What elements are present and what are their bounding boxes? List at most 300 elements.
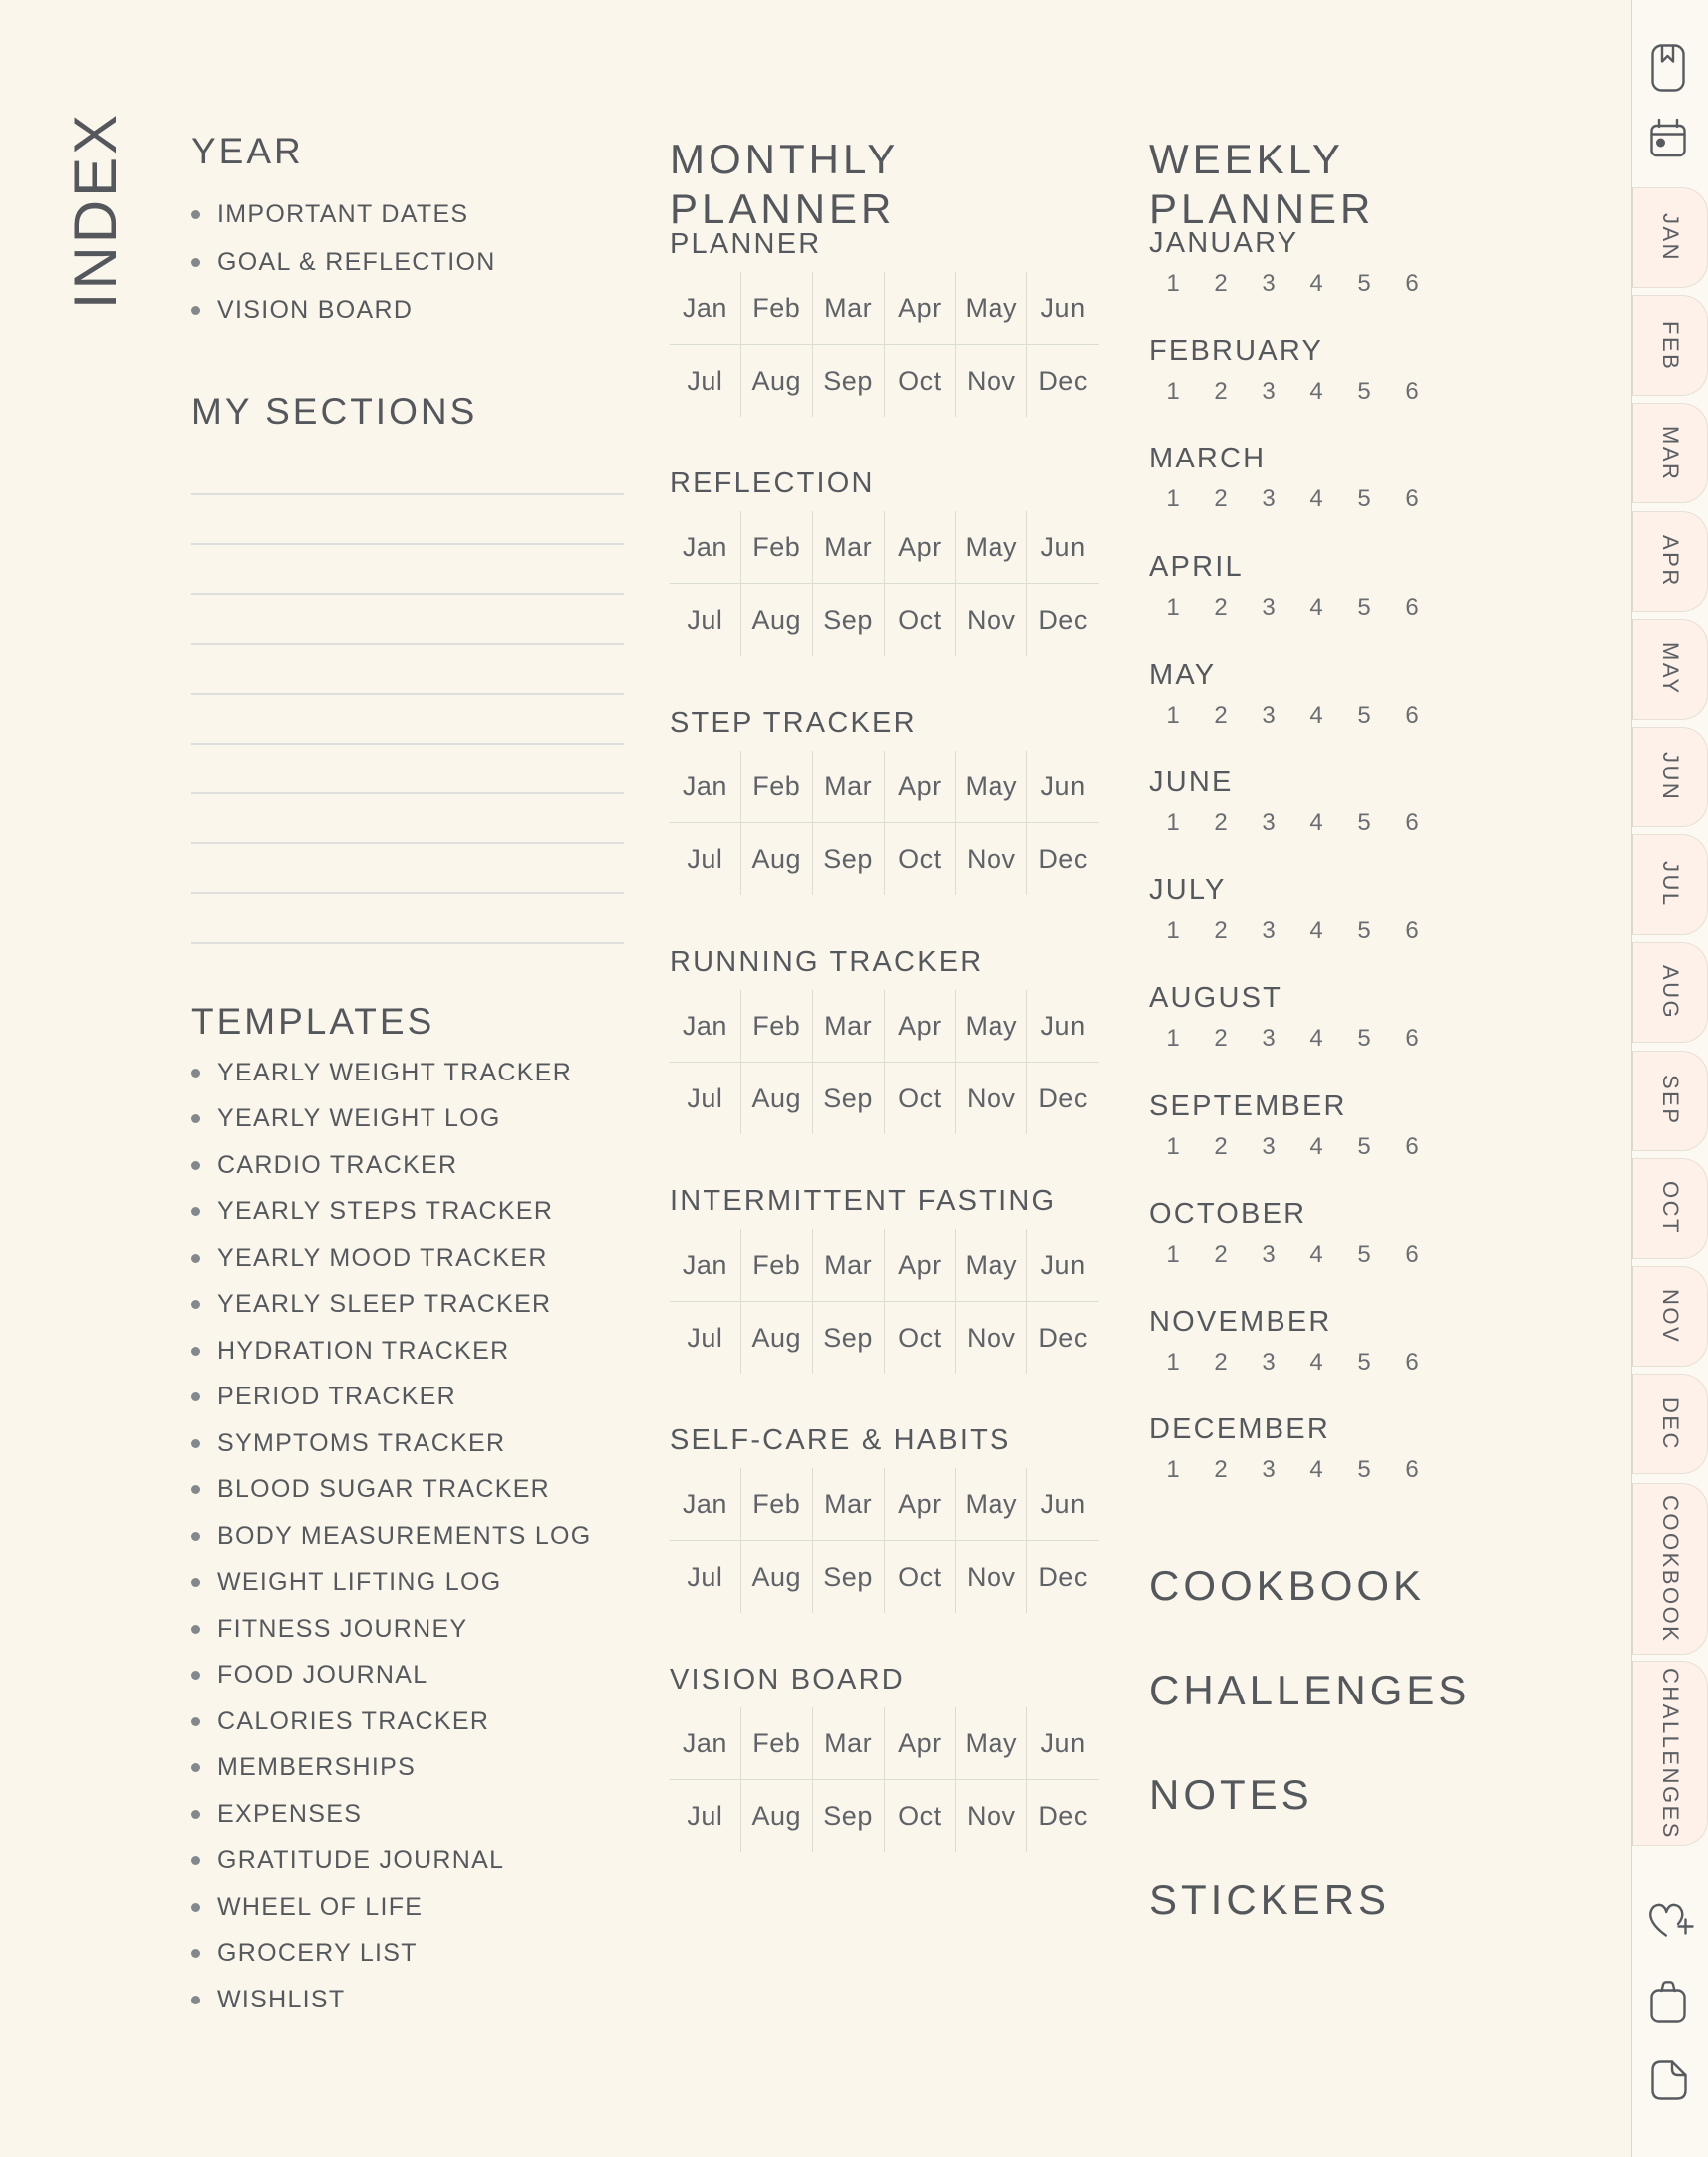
- month-cell-jul[interactable]: Jul: [670, 1063, 741, 1134]
- tab-rail: [1631, 0, 1708, 2157]
- week-number-row: [1149, 485, 1478, 513]
- week-2-link[interactable]: 2: [1214, 1348, 1228, 1376]
- week-5-link[interactable]: 5: [1357, 1456, 1371, 1484]
- weekly-month-title[interactable]: FEBRUARY: [1149, 335, 1323, 368]
- month-cell-apr[interactable]: Apr: [885, 990, 957, 1063]
- month-cell-mar[interactable]: Mar: [813, 511, 885, 584]
- month-cell-nov[interactable]: Nov: [956, 345, 1027, 417]
- weekly-month-title[interactable]: MARCH: [1149, 443, 1267, 475]
- templates-link-list: [191, 1050, 630, 2023]
- index-link-item[interactable]: [191, 1745, 630, 1792]
- week-6-link[interactable]: 6: [1405, 593, 1419, 621]
- week-2-link[interactable]: 2: [1214, 1132, 1228, 1160]
- monthly-section: [670, 1186, 1099, 1425]
- bullet-dot-icon: [191, 1810, 200, 1819]
- month-cell-jan[interactable]: Jan: [670, 990, 741, 1063]
- month-cell-jun[interactable]: Jun: [1027, 511, 1099, 584]
- blank-writing-line: [191, 794, 624, 844]
- month-cell-oct[interactable]: Oct: [885, 1780, 957, 1852]
- month-tab-label: NOV: [1658, 1288, 1683, 1344]
- my-sections-heading: MY SECTIONS: [191, 391, 478, 432]
- monthly-section-title[interactable]: RUNNING TRACKER: [670, 946, 984, 978]
- month-cell-apr[interactable]: Apr: [885, 1229, 957, 1302]
- week-number-row: [1149, 1025, 1478, 1053]
- week-2-link[interactable]: 2: [1214, 593, 1228, 621]
- weekly-month-title[interactable]: SEPTEMBER: [1149, 1089, 1347, 1122]
- week-3-link[interactable]: 3: [1262, 1348, 1276, 1376]
- bottom-section-block: [1149, 1561, 1478, 1666]
- month-cell-sep[interactable]: Sep: [813, 1302, 885, 1374]
- challenges-tab[interactable]: [1632, 1661, 1708, 1846]
- month-tab-label: JUL: [1658, 861, 1683, 908]
- weekly-month-block: [1149, 660, 1478, 768]
- month-cell-mar[interactable]: Mar: [813, 1707, 885, 1780]
- index-link-item[interactable]: [191, 1142, 630, 1189]
- month-cell-jun[interactable]: Jun: [1027, 1229, 1099, 1302]
- month-tab-label: FEB: [1658, 320, 1683, 371]
- week-1-link[interactable]: 1: [1166, 270, 1180, 297]
- index-link-label: IMPORTANT DATES: [217, 199, 469, 228]
- week-4-link[interactable]: 4: [1309, 917, 1323, 945]
- month-cell-oct[interactable]: Oct: [885, 1302, 957, 1374]
- index-link-item[interactable]: [191, 1282, 630, 1329]
- month-tab[interactable]: [1632, 187, 1708, 288]
- month-cell-dec[interactable]: Dec: [1038, 1561, 1088, 1592]
- index-link-item[interactable]: [191, 1513, 630, 1560]
- month-cell-jun[interactable]: Jun: [1027, 990, 1099, 1063]
- week-5-link[interactable]: 5: [1357, 808, 1371, 836]
- index-link-item[interactable]: [191, 1653, 630, 1699]
- week-6-link[interactable]: 6: [1405, 270, 1419, 297]
- month-cell-jun[interactable]: Jun: [1027, 1707, 1099, 1780]
- month-cell-jul[interactable]: Jul: [670, 1780, 741, 1852]
- month-cell-may[interactable]: May: [956, 1707, 1027, 1780]
- month-cell-may[interactable]: May: [956, 511, 1027, 584]
- month-cell-nov[interactable]: Nov: [956, 823, 1027, 895]
- week-3-link[interactable]: 3: [1262, 1025, 1276, 1053]
- week-1-link[interactable]: 1: [1166, 701, 1180, 729]
- month-cell-aug[interactable]: Aug: [741, 1063, 813, 1134]
- weekly-planner-column: [1149, 135, 1478, 1980]
- bullet-dot-icon: [191, 1392, 200, 1401]
- month-cell-apr[interactable]: Apr: [885, 1707, 957, 1780]
- bottom-section-link[interactable]: CHALLENGES: [1149, 1667, 1471, 1714]
- bottom-section-block: [1149, 1770, 1478, 1875]
- month-cell-jan[interactable]: Jan: [670, 511, 741, 584]
- month-cell-dec[interactable]: Dec: [1038, 1800, 1088, 1831]
- month-cell-oct[interactable]: Oct: [885, 823, 957, 895]
- week-6-link[interactable]: 6: [1405, 485, 1419, 513]
- month-cell-oct[interactable]: Oct: [885, 584, 957, 656]
- month-cell-sep[interactable]: Sep: [813, 1063, 885, 1134]
- week-3-link[interactable]: 3: [1262, 593, 1276, 621]
- month-cell-dec[interactable]: Dec: [1038, 1322, 1088, 1353]
- month-cell-may[interactable]: May: [956, 272, 1027, 345]
- bullet-dot-icon: [191, 1114, 200, 1123]
- month-cell-jul[interactable]: Jul: [670, 584, 741, 656]
- month-cell-jul[interactable]: Jul: [670, 1541, 741, 1613]
- month-cell-feb[interactable]: Feb: [741, 511, 813, 584]
- month-cell-jan[interactable]: Jan: [670, 1707, 741, 1780]
- month-tab-label: MAR: [1658, 425, 1683, 482]
- week-5-link[interactable]: 5: [1357, 593, 1371, 621]
- index-link-label: YEARLY WEIGHT TRACKER: [217, 1058, 573, 1086]
- week-3-link[interactable]: 3: [1262, 485, 1276, 513]
- week-4-link[interactable]: 4: [1309, 1132, 1323, 1160]
- week-1-link[interactable]: 1: [1166, 378, 1180, 406]
- month-cell-jan[interactable]: Jan: [670, 751, 741, 823]
- month-cell-jan[interactable]: Jan: [670, 1229, 741, 1302]
- month-cell-aug[interactable]: Aug: [741, 1302, 813, 1374]
- index-link-item[interactable]: [191, 1096, 630, 1143]
- index-link-item[interactable]: [191, 1977, 630, 2023]
- month-cell-jun[interactable]: Jun: [1027, 1468, 1099, 1541]
- week-3-link[interactable]: 3: [1262, 1240, 1276, 1268]
- index-link-label: GOAL & REFLECTION: [217, 247, 496, 276]
- month-cell-dec[interactable]: Dec: [1038, 365, 1088, 396]
- weekly-month-title[interactable]: AUGUST: [1149, 982, 1283, 1015]
- weekly-month-title[interactable]: OCTOBER: [1149, 1197, 1307, 1230]
- month-cell-nov[interactable]: Nov: [956, 1541, 1027, 1613]
- week-1-link[interactable]: 1: [1166, 1132, 1180, 1160]
- week-6-link[interactable]: 6: [1405, 808, 1419, 836]
- weekly-month-title[interactable]: DECEMBER: [1149, 1413, 1330, 1446]
- bullet-dot-icon: [191, 1207, 200, 1216]
- week-2-link[interactable]: 2: [1214, 270, 1228, 297]
- index-link-label: PERIOD TRACKER: [217, 1383, 457, 1411]
- month-cell-feb[interactable]: Feb: [741, 990, 813, 1063]
- blank-writing-line: [191, 595, 624, 645]
- month-cell-nov[interactable]: Nov: [956, 1780, 1027, 1852]
- bullet-dot-icon: [191, 1578, 200, 1587]
- week-6-link[interactable]: 6: [1405, 1240, 1419, 1268]
- weekly-month-title[interactable]: JANUARY: [1149, 227, 1299, 259]
- bullet-dot-icon: [191, 1671, 200, 1680]
- week-4-link[interactable]: 4: [1309, 808, 1323, 836]
- monthly-section: [670, 1425, 1099, 1665]
- left-column: [191, 132, 630, 2023]
- calendar-event-icon[interactable]: [1650, 119, 1686, 157]
- weekly-month-block: [1149, 1307, 1478, 1414]
- week-1-link[interactable]: 1: [1166, 1348, 1180, 1376]
- week-6-link[interactable]: 6: [1405, 701, 1419, 729]
- week-5-link[interactable]: 5: [1357, 270, 1371, 297]
- month-cell-aug[interactable]: Aug: [741, 1541, 813, 1613]
- month-tab[interactable]: [1632, 1051, 1708, 1151]
- new-page-icon[interactable]: [1651, 2060, 1687, 2100]
- month-cell-oct[interactable]: Oct: [885, 1063, 957, 1134]
- month-cell-may[interactable]: May: [956, 1468, 1027, 1541]
- bottom-section-link[interactable]: STICKERS: [1149, 1876, 1391, 1924]
- month-cell-mar[interactable]: Mar: [813, 272, 885, 345]
- index-link-label: YEARLY STEPS TRACKER: [217, 1197, 554, 1226]
- weekly-month-title[interactable]: NOVEMBER: [1149, 1305, 1332, 1338]
- week-1-link[interactable]: 1: [1166, 485, 1180, 513]
- month-cell-nov[interactable]: Nov: [956, 1302, 1027, 1374]
- week-1-link[interactable]: 1: [1166, 593, 1180, 621]
- month-cell-nov[interactable]: Nov: [956, 1063, 1027, 1134]
- week-5-link[interactable]: 5: [1357, 917, 1371, 945]
- monthly-section-title[interactable]: REFLECTION: [670, 467, 875, 499]
- week-1-link[interactable]: 1: [1166, 1456, 1180, 1484]
- index-link-label: BODY MEASUREMENTS LOG: [217, 1521, 592, 1550]
- month-cell-dec[interactable]: Dec: [1038, 1082, 1088, 1113]
- monthly-section: [670, 229, 1099, 468]
- bottom-section-block: [1149, 1875, 1478, 1980]
- index-link-label: CALORIES TRACKER: [217, 1706, 490, 1735]
- week-1-link[interactable]: 1: [1166, 917, 1180, 945]
- month-cell-jul[interactable]: Jul: [670, 1302, 741, 1374]
- blank-writing-line: [191, 446, 624, 495]
- month-tab[interactable]: [1632, 834, 1708, 935]
- monthly-section-title[interactable]: PLANNER: [670, 228, 822, 260]
- month-cell-sep[interactable]: Sep: [813, 823, 885, 895]
- week-2-link[interactable]: 2: [1214, 1025, 1228, 1053]
- month-cell-aug[interactable]: Aug: [741, 823, 813, 895]
- index-link-item[interactable]: [191, 1420, 630, 1467]
- index-link-item[interactable]: [191, 1375, 630, 1421]
- week-4-link[interactable]: 4: [1309, 593, 1323, 621]
- index-link-item[interactable]: [191, 1698, 630, 1745]
- week-4-link[interactable]: 4: [1309, 1240, 1323, 1268]
- index-link-label: BLOOD SUGAR TRACKER: [217, 1475, 551, 1504]
- month-tab-label: OCT: [1658, 1181, 1683, 1236]
- index-link-item[interactable]: [191, 1791, 630, 1838]
- page-title: INDEX: [62, 111, 129, 310]
- weekly-months: [1149, 228, 1478, 1522]
- month-tab[interactable]: [1632, 942, 1708, 1043]
- week-6-link[interactable]: 6: [1405, 1456, 1419, 1484]
- week-3-link[interactable]: 3: [1262, 917, 1276, 945]
- blank-writing-line: [191, 695, 624, 745]
- week-3-link[interactable]: 3: [1262, 1456, 1276, 1484]
- month-cell-feb[interactable]: Feb: [741, 751, 813, 823]
- week-4-link[interactable]: 4: [1309, 1456, 1323, 1484]
- week-6-link[interactable]: 6: [1405, 378, 1419, 406]
- month-cell-aug[interactable]: Aug: [741, 584, 813, 656]
- bullet-dot-icon: [191, 1161, 200, 1170]
- month-tab-label: AUG: [1658, 965, 1683, 1021]
- month-tab[interactable]: [1632, 1374, 1708, 1474]
- week-1-link[interactable]: 1: [1166, 1240, 1180, 1268]
- week-4-link[interactable]: 4: [1309, 270, 1323, 297]
- monthly-section: [670, 947, 1099, 1186]
- week-4-link[interactable]: 4: [1309, 1348, 1323, 1376]
- weekly-month-block: [1149, 1414, 1478, 1522]
- week-1-link[interactable]: 1: [1166, 1025, 1180, 1053]
- weekly-month-title[interactable]: JUNE: [1149, 766, 1234, 798]
- month-cell-jan[interactable]: Jan: [670, 1468, 741, 1541]
- index-link-item[interactable]: [191, 1838, 630, 1885]
- index-link-label: MEMBERSHIPS: [217, 1753, 417, 1782]
- week-2-link[interactable]: 2: [1214, 917, 1228, 945]
- heart-plus-icon[interactable]: [1645, 1899, 1697, 1941]
- month-tab[interactable]: [1632, 1266, 1708, 1367]
- index-link-label: EXPENSES: [217, 1799, 363, 1828]
- weekly-planner-heading: WEEKLY PLANNER: [1149, 136, 1375, 232]
- month-cell-feb[interactable]: Feb: [741, 1229, 813, 1302]
- bullet-dot-icon: [191, 1856, 200, 1865]
- week-4-link[interactable]: 4: [1309, 378, 1323, 406]
- week-4-link[interactable]: 4: [1309, 701, 1323, 729]
- month-cell-dec[interactable]: Dec: [1038, 604, 1088, 635]
- week-5-link[interactable]: 5: [1357, 1025, 1371, 1053]
- month-cell-mar[interactable]: Mar: [813, 1229, 885, 1302]
- monthly-section-title[interactable]: SELF-CARE & HABITS: [670, 1424, 1011, 1456]
- bottom-section-link[interactable]: NOTES: [1149, 1771, 1313, 1819]
- week-6-link[interactable]: 6: [1405, 1132, 1419, 1160]
- index-link-label: WHEEL OF LIFE: [217, 1892, 424, 1921]
- index-link-label: YEARLY SLEEP TRACKER: [217, 1290, 552, 1319]
- weekly-month-block: [1149, 1091, 1478, 1199]
- week-5-link[interactable]: 5: [1357, 1240, 1371, 1268]
- week-2-link[interactable]: 2: [1214, 808, 1228, 836]
- week-5-link[interactable]: 5: [1357, 1132, 1371, 1160]
- index-link-item[interactable]: [191, 286, 630, 334]
- weekly-month-title[interactable]: JULY: [1149, 874, 1227, 907]
- index-link-label: HYDRATION TRACKER: [217, 1336, 510, 1365]
- week-5-link[interactable]: 5: [1357, 701, 1371, 729]
- week-1-link[interactable]: 1: [1166, 808, 1180, 836]
- month-cell-mar[interactable]: Mar: [813, 990, 885, 1063]
- week-6-link[interactable]: 6: [1405, 1025, 1419, 1053]
- week-5-link[interactable]: 5: [1357, 378, 1371, 406]
- month-cell-jul[interactable]: Jul: [670, 823, 741, 895]
- monthly-section: [670, 468, 1099, 708]
- month-grid: [670, 751, 1099, 895]
- index-link-label: CARDIO TRACKER: [217, 1150, 458, 1179]
- week-6-link[interactable]: 6: [1405, 1348, 1419, 1376]
- monthly-sections: [670, 229, 1099, 1904]
- cookbook-tab[interactable]: [1632, 1483, 1708, 1655]
- month-tab-label: SEP: [1658, 1075, 1683, 1126]
- month-cell-feb[interactable]: Feb: [741, 272, 813, 345]
- index-link-item[interactable]: [191, 190, 630, 238]
- month-cell-aug[interactable]: Aug: [741, 1780, 813, 1852]
- month-cell-feb[interactable]: Feb: [741, 1707, 813, 1780]
- weekly-month-title[interactable]: APRIL: [1149, 550, 1244, 583]
- month-cell-sep[interactable]: Sep: [813, 345, 885, 417]
- index-link-item[interactable]: [191, 1189, 630, 1236]
- month-cell-jul[interactable]: Jul: [670, 345, 741, 417]
- month-tab[interactable]: [1632, 511, 1708, 612]
- month-cell-apr[interactable]: Apr: [885, 272, 957, 345]
- month-cell-mar[interactable]: Mar: [813, 751, 885, 823]
- index-link-item[interactable]: [191, 1931, 630, 1978]
- month-cell-oct[interactable]: Oct: [885, 345, 957, 417]
- week-2-link[interactable]: 2: [1214, 1456, 1228, 1484]
- my-sections-lines: [191, 446, 624, 944]
- month-cell-oct[interactable]: Oct: [885, 1541, 957, 1613]
- week-3-link[interactable]: 3: [1262, 701, 1276, 729]
- weekly-month-block: [1149, 444, 1478, 551]
- weekly-month-block: [1149, 875, 1478, 983]
- index-link-item[interactable]: [191, 1467, 630, 1514]
- week-2-link[interactable]: 2: [1214, 378, 1228, 406]
- month-cell-sep[interactable]: Sep: [813, 1780, 885, 1852]
- challenges-tab-label: CHALLENGES: [1658, 1667, 1683, 1840]
- month-cell-apr[interactable]: Apr: [885, 511, 957, 584]
- month-cell-jun[interactable]: Jun: [1027, 751, 1099, 823]
- week-5-link[interactable]: 5: [1357, 485, 1371, 513]
- month-cell-feb[interactable]: Feb: [741, 1468, 813, 1541]
- week-4-link[interactable]: 4: [1309, 485, 1323, 513]
- index-link-item[interactable]: [191, 1884, 630, 1931]
- month-cell-mar[interactable]: Mar: [813, 1468, 885, 1541]
- bullet-dot-icon: [191, 1625, 200, 1634]
- weekly-month-block: [1149, 336, 1478, 444]
- week-3-link[interactable]: 3: [1262, 1132, 1276, 1160]
- month-tab[interactable]: [1632, 727, 1708, 827]
- month-cell-nov[interactable]: Nov: [956, 584, 1027, 656]
- shopping-bag-icon[interactable]: [1650, 1978, 1686, 2023]
- month-cell-may[interactable]: May: [956, 990, 1027, 1063]
- week-2-link[interactable]: 2: [1214, 701, 1228, 729]
- month-cell-apr[interactable]: Apr: [885, 1468, 957, 1541]
- monthly-planner-column: [670, 135, 1099, 1904]
- index-link-item[interactable]: [191, 1606, 630, 1653]
- month-cell-sep[interactable]: Sep: [813, 1541, 885, 1613]
- week-3-link[interactable]: 3: [1262, 808, 1276, 836]
- bottom-section-link[interactable]: COOKBOOK: [1149, 1562, 1426, 1610]
- bullet-dot-icon: [191, 1903, 200, 1912]
- month-cell-aug[interactable]: Aug: [741, 345, 813, 417]
- weekly-month-block: [1149, 1199, 1478, 1307]
- blank-writing-line: [191, 495, 624, 545]
- bullet-dot-icon: [191, 1069, 200, 1078]
- monthly-section-title[interactable]: VISION BOARD: [670, 1664, 905, 1695]
- month-tab-label: JAN: [1658, 212, 1683, 263]
- year-link-list: [191, 190, 630, 334]
- month-cell-dec[interactable]: Dec: [1038, 843, 1088, 874]
- year-heading: YEAR: [191, 131, 304, 171]
- week-2-link[interactable]: 2: [1214, 1240, 1228, 1268]
- month-tab[interactable]: [1632, 619, 1708, 720]
- month-cell-may[interactable]: May: [956, 751, 1027, 823]
- index-link-item[interactable]: [191, 1235, 630, 1282]
- week-2-link[interactable]: 2: [1214, 485, 1228, 513]
- weekly-month-title[interactable]: MAY: [1149, 658, 1217, 691]
- month-grid: [670, 1707, 1099, 1852]
- week-5-link[interactable]: 5: [1357, 1348, 1371, 1376]
- month-cell-may[interactable]: May: [956, 1229, 1027, 1302]
- bottom-sections: [1149, 1561, 1478, 1980]
- month-cell-jan[interactable]: Jan: [670, 272, 741, 345]
- month-tab[interactable]: [1632, 403, 1708, 503]
- month-cell-apr[interactable]: Apr: [885, 751, 957, 823]
- index-link-item[interactable]: [191, 1560, 630, 1607]
- month-cell-sep[interactable]: Sep: [813, 584, 885, 656]
- month-tab[interactable]: [1632, 295, 1708, 396]
- index-link-item[interactable]: [191, 1050, 630, 1096]
- month-grid: [670, 1468, 1099, 1613]
- monthly-section-title[interactable]: STEP TRACKER: [670, 707, 917, 739]
- week-3-link[interactable]: 3: [1262, 378, 1276, 406]
- index-link-item[interactable]: [191, 1328, 630, 1375]
- month-tab[interactable]: [1632, 1158, 1708, 1259]
- monthly-section-title[interactable]: INTERMITTENT FASTING: [670, 1185, 1057, 1217]
- month-grid: [670, 990, 1099, 1134]
- book-bookmark-icon[interactable]: [1651, 44, 1685, 92]
- week-6-link[interactable]: 6: [1405, 917, 1419, 945]
- week-3-link[interactable]: 3: [1262, 270, 1276, 297]
- index-link-label: WEIGHT LIFTING LOG: [217, 1568, 502, 1597]
- index-link-item[interactable]: [191, 238, 630, 286]
- weekly-month-block: [1149, 768, 1478, 875]
- month-cell-jun[interactable]: Jun: [1027, 272, 1099, 345]
- week-4-link[interactable]: 4: [1309, 1025, 1323, 1053]
- cookbook-tab-label: COOKBOOK: [1658, 1494, 1683, 1644]
